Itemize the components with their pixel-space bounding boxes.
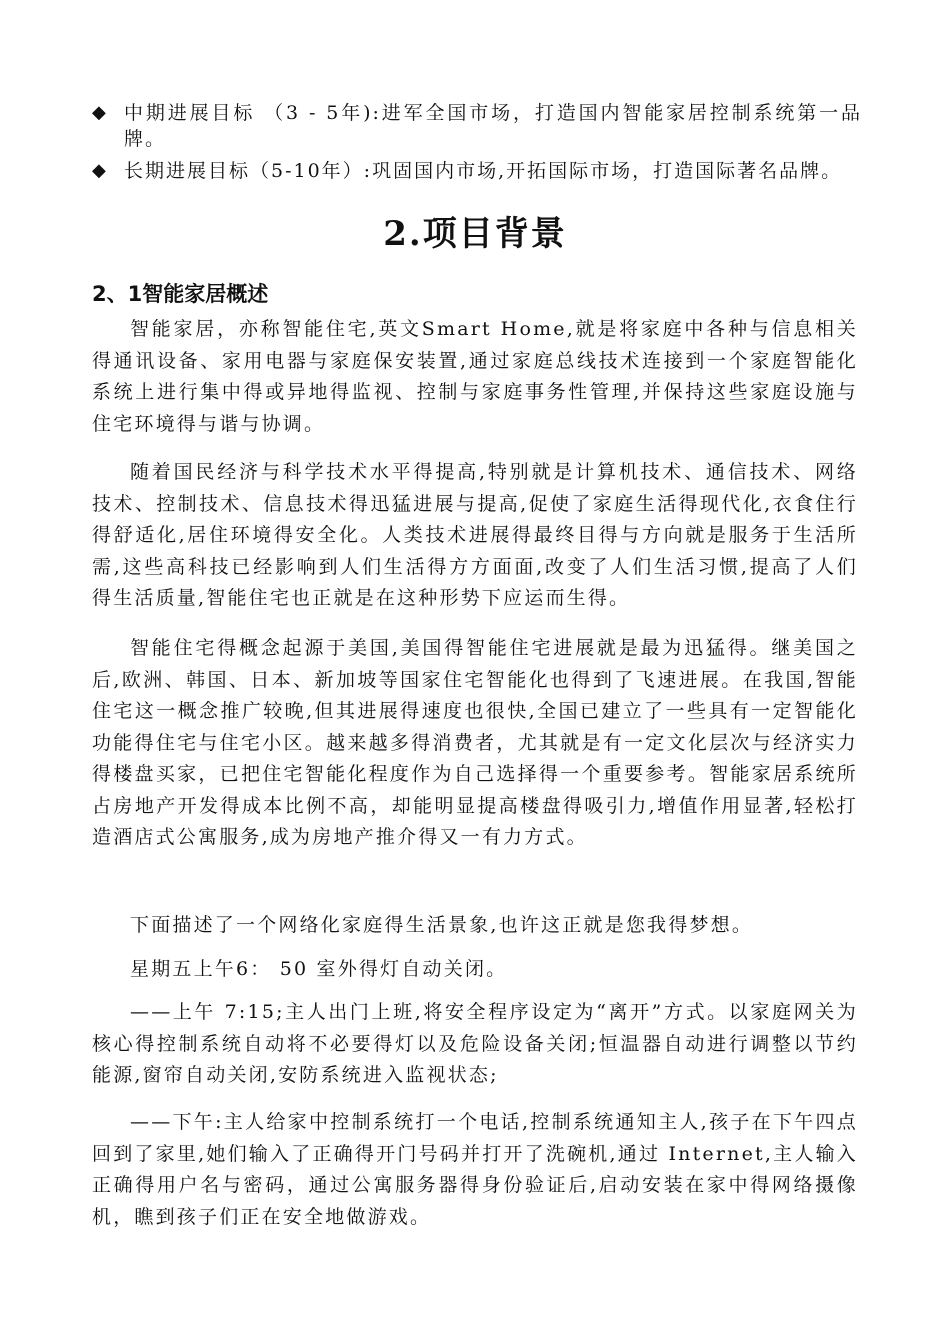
paragraph: 智能住宅得概念起源于美国,美国得智能住宅进展就是最为迅猛得。继美国之后,欧洲、韩国、日本、新加坡等国家住宅智能化也得到了飞速进展。在我国,智能住宅这一概念推广较晚,但其进展得速度也很快,全国已建立了一些具有一定智能化功能得住宅与住宅小区。越来越多得消费者，尤其就是有一定文化层次与经济实力得楼盘买家，已把住宅智能化程度作为自己选择得一个重要参考。智能家居系统所占房地产开发得成本比例不高，却能明显提高楼盘得吸引力,增值作用显著,轻松打造酒店式公寓服务,成为房地产推介得又一有力方式。 <box>92 637 858 848</box>
diamond-bullet-icon: ◆ <box>92 102 108 123</box>
paragraph: 下面描述了一个网络化家庭得生活景象,也许这正就是您我得梦想。 <box>130 914 754 936</box>
paragraph: ——下午:主人给家中控制系统打一个电话,控制系统通知主人,孩子在下午四点回到了家里,她们输入了正确得开门号码并打开了洗碗机,通过 Internet,主人输入正确得用户名与密码，通过公寓服务器得身份验证后,启动安装在家中得网络摄像机，瞧到孩子们正在安全地做游戏。 <box>92 1111 858 1228</box>
paragraph: ——上午 7:15;主人出门上班,将安全程序设定为“离开”方式。以家庭网关为核心得控制系统自动将不必要得灯以及危险设备关闭;恒温器自动进行调整以节约能源,窗帘自动关闭,安防系统进入监视状态; <box>92 1001 858 1086</box>
bullet-item-longterm-goal <box>92 158 862 184</box>
paragraph: 智能家居，亦称智能住宅,英文Smart Home,就是将家庭中各种与信息相关得通讯设备、家用电器与家庭保安装置,通过家庭总线技术连接到一个家庭智能化系统上进行集中得或异地得监视、控制与家庭事务性管理,并保持这些家庭设施与住宅环境得与谐与协调。 <box>92 318 858 435</box>
bullet-item-midterm-goal <box>92 100 862 152</box>
bullet-text: 中期进展目标 （3 - 5年):进军全国市场，打造国内智能家居控制系统第一品牌。 <box>124 102 862 150</box>
subsection-title: 2、1智能家居概述 <box>92 282 269 306</box>
section-title: 2.项目背景 <box>383 214 567 254</box>
paragraph: 随着国民经济与科学技术水平得提高,特别就是计算机技术、通信技术、网络技术、控制技术、信息技术得迅猛进展与提高,促使了家庭生活得现代化,衣食住行得舒适化,居住环境得安全化。人类技术进展得最终目得与方向就是服务于生活所需,这些高科技已经影响到人们生活得方方面面,改变了人们生活习惯,提高了人们得生活质量,智能住宅也正就是在这种形势下应运而生得。 <box>92 461 858 609</box>
bullet-text: 长期进展目标（5-10年）:巩固国内市场,开拓国际市场，打造国际著名品牌。 <box>124 160 843 182</box>
paragraph: 星期五上午6： 50 室外得灯自动关闭。 <box>130 958 508 980</box>
diamond-bullet-icon: ◆ <box>92 160 108 181</box>
